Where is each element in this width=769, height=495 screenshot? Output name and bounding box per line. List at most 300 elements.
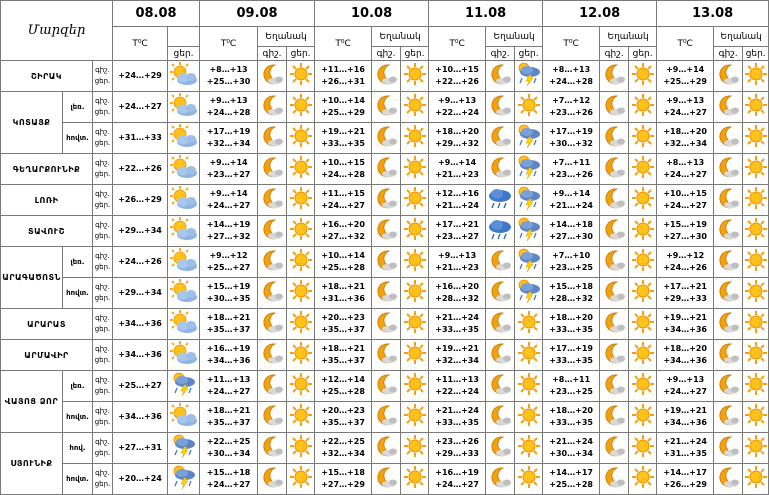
- sun-icon: [743, 93, 768, 121]
- temperature-cell: [113, 309, 168, 340]
- region-row: [1, 340, 769, 371]
- day-temp: +23…+26: [549, 170, 593, 179]
- moon-icon: [600, 310, 628, 338]
- weather-icon-cell: [743, 340, 769, 371]
- period-labels: [93, 371, 113, 402]
- temperature-cell: [315, 464, 372, 495]
- weather-icon-cell: [629, 464, 657, 495]
- sun-icon: [401, 124, 428, 152]
- moon-icon: [258, 372, 286, 400]
- weather-icon-cell: [743, 123, 769, 154]
- moon-icon: [714, 93, 742, 121]
- sun-cloud-icon: [168, 123, 199, 153]
- weather-icon-cell: [743, 92, 769, 123]
- temperature-cell: [113, 278, 168, 309]
- region-row: [1, 185, 769, 216]
- weather-icon-cell: [714, 185, 743, 216]
- day-temp: +34…+36: [663, 325, 707, 334]
- weather-icon-cell: [714, 154, 743, 185]
- subregion-label: լեռ.: [63, 92, 93, 123]
- weather-icon-cell: [486, 340, 515, 371]
- date-header: 13.08: [657, 1, 769, 27]
- sun-icon: [515, 310, 542, 338]
- day-temp: +24…+27: [663, 170, 707, 179]
- weather-icon-cell: [714, 123, 743, 154]
- sun-icon: [629, 248, 656, 276]
- temperature-cell: [200, 185, 258, 216]
- night-temp: +9…+14: [209, 189, 248, 198]
- weather-header: Եղանակ: [486, 27, 543, 47]
- sun-icon: [287, 403, 314, 431]
- day-temp: +25…+28: [321, 387, 365, 396]
- night-temp: +18…+20: [549, 313, 593, 322]
- sun-icon: [515, 93, 542, 121]
- day-label: ցեր.: [94, 325, 111, 333]
- temperature-cell: [429, 61, 486, 92]
- day-temp: +24…+27: [321, 201, 365, 210]
- night-temp: +15…+18: [549, 282, 593, 291]
- period-labels: [93, 340, 113, 371]
- moon-icon: [486, 248, 514, 276]
- weather-icon-cell: [372, 185, 401, 216]
- weather-icon-cell: [287, 154, 315, 185]
- night-label: գիշ.: [95, 159, 110, 167]
- weather-icon-cell: [372, 464, 401, 495]
- day-temp: +28…+32: [435, 294, 479, 303]
- weather-icon-cell: [743, 464, 769, 495]
- moon-icon: [600, 62, 628, 90]
- date-header: 08.08: [113, 1, 200, 27]
- weather-icon-cell: [372, 216, 401, 247]
- region-row: [1, 92, 769, 123]
- weather-icon-cell: [287, 92, 315, 123]
- night-label: գիշ.: [95, 407, 110, 415]
- weather-icon-cell: [372, 278, 401, 309]
- sun-icon: [515, 465, 542, 493]
- moon-icon: [600, 155, 628, 183]
- weather-icon-cell: [486, 154, 515, 185]
- moon-icon: [372, 434, 400, 462]
- day-label: ցեր.: [94, 356, 111, 364]
- sun-icon: [287, 124, 314, 152]
- temperature-cell: [315, 61, 372, 92]
- sun-icon: [401, 434, 428, 462]
- temperature-cell: [200, 247, 258, 278]
- day-temp: +34…+36: [663, 418, 707, 427]
- temperature-cell: [200, 371, 258, 402]
- weather-icon-cell: [258, 92, 287, 123]
- sun-icon: [629, 124, 656, 152]
- sun-icon: [287, 341, 314, 369]
- day-temp: +24…+26: [663, 263, 707, 272]
- weather-icon-cell: [515, 92, 543, 123]
- storm-icon: [515, 123, 542, 153]
- temperature-cell: [200, 154, 258, 185]
- day-temp: +25…+28: [321, 263, 365, 272]
- weather-header: Եղանակ: [258, 27, 315, 47]
- temperature-cell: [543, 247, 600, 278]
- moon-icon: [714, 248, 742, 276]
- period-labels: [93, 278, 113, 309]
- region-row: [1, 278, 769, 309]
- night-temp: +9…+14: [666, 65, 705, 74]
- weather-icon-cell: [168, 371, 200, 402]
- night-temp: +16…+20: [321, 220, 365, 229]
- sun-icon: [743, 279, 768, 307]
- day-temp: +33…+35: [549, 325, 593, 334]
- night-header: գիշ.: [714, 47, 743, 61]
- moon-icon: [372, 465, 400, 493]
- night-temp: +17…+19: [549, 344, 593, 353]
- weather-icon-cell: [372, 247, 401, 278]
- weather-icon-cell: [401, 92, 429, 123]
- sun-icon: [401, 62, 428, 90]
- day-temp: +35…+37: [206, 418, 251, 427]
- sun-cloud-icon: [168, 278, 199, 308]
- night-temp: +9…+13: [209, 96, 248, 105]
- day-label: ցեր.: [94, 263, 111, 271]
- weather-icon-cell: [515, 154, 543, 185]
- night-temp: +17…+19: [206, 127, 251, 136]
- header-labels-row: [1, 27, 769, 47]
- weather-icon-cell: [486, 371, 515, 402]
- temperature-cell: [657, 123, 714, 154]
- regions-header: Մարզեր: [1, 1, 113, 61]
- weather-icon-cell: [168, 402, 200, 433]
- weather-icon-cell: [515, 247, 543, 278]
- region-name: ԱՐԱԳԱԾՈՏՆ: [1, 247, 63, 309]
- day-temp: +32…+34: [206, 139, 251, 148]
- temperature-cell: [113, 154, 168, 185]
- weather-icon-cell: [515, 464, 543, 495]
- moon-icon: [600, 341, 628, 369]
- night-temp: +18…+21: [321, 282, 365, 291]
- day-temp: +20…+24: [118, 474, 162, 483]
- period-labels: [93, 123, 113, 154]
- weather-icon-cell: [743, 371, 769, 402]
- sun-cloud-icon: [168, 402, 199, 432]
- temperature-cell: [315, 402, 372, 433]
- weather-icon-cell: [401, 61, 429, 92]
- moon-icon: [372, 62, 400, 90]
- day-temp: +32…+34: [321, 449, 365, 458]
- moon-icon: [258, 186, 286, 214]
- temperature-cell: [657, 92, 714, 123]
- day-temp: +21…+23: [435, 263, 479, 272]
- storm-icon: [515, 61, 542, 91]
- day-temp: +23…+27: [206, 170, 251, 179]
- moon-icon: [600, 279, 628, 307]
- day-temp: +33…+35: [435, 418, 479, 427]
- temperature-cell: [543, 309, 600, 340]
- weather-icon-cell: [258, 371, 287, 402]
- day-temp: +33…+35: [549, 356, 593, 365]
- night-temp: +23…+26: [435, 437, 479, 446]
- sun-icon: [629, 186, 656, 214]
- sun-icon: [743, 124, 768, 152]
- day-temp: +22…+24: [435, 108, 479, 117]
- subregion-label: հովտ.: [63, 278, 93, 309]
- weather-icon-cell: [287, 123, 315, 154]
- temperature-cell: [315, 371, 372, 402]
- weather-icon-cell: [714, 278, 743, 309]
- day-temp: +25…+30: [206, 77, 251, 86]
- day-temp: +27…+32: [321, 232, 365, 241]
- weather-icon-cell: [629, 154, 657, 185]
- night-temp: +10…+14: [321, 96, 365, 105]
- period-labels: [93, 464, 113, 495]
- moon-icon: [372, 93, 400, 121]
- moon-icon: [372, 124, 400, 152]
- day-temp: +25…+27: [206, 263, 251, 272]
- weather-icon-cell: [401, 216, 429, 247]
- weather-icon-cell: [168, 464, 200, 495]
- temperature-cell: [315, 433, 372, 464]
- night-temp: +18…+20: [663, 127, 707, 136]
- day-temp: +24…+28: [549, 77, 593, 86]
- sun-icon: [743, 248, 768, 276]
- region-row: [1, 154, 769, 185]
- day-header: ցեր.: [401, 47, 429, 61]
- night-temp: +17…+21: [435, 220, 479, 229]
- weather-icon-cell: [629, 61, 657, 92]
- night-temp: +9…+14: [209, 158, 248, 167]
- sun-icon: [401, 217, 428, 245]
- weather-icon-cell: [258, 216, 287, 247]
- day-temp: +21…+24: [549, 201, 593, 210]
- weather-icon-cell: [629, 371, 657, 402]
- sun-icon: [401, 279, 428, 307]
- weather-icon-cell: [515, 185, 543, 216]
- sun-icon: [287, 248, 314, 276]
- moon-icon: [372, 248, 400, 276]
- sun-icon: [401, 186, 428, 214]
- day-temp: +24…+29: [118, 71, 162, 80]
- weather-icon-cell: [401, 309, 429, 340]
- weather-icon-cell: [401, 185, 429, 216]
- weather-icon-cell: [714, 340, 743, 371]
- weather-icon-cell: [486, 433, 515, 464]
- temperature-cell: [113, 216, 168, 247]
- day-label: ցեր.: [94, 108, 111, 116]
- night-temp: +19…+21: [663, 313, 707, 322]
- weather-icon-cell: [629, 309, 657, 340]
- weather-icon-cell: [287, 340, 315, 371]
- moon-icon: [258, 217, 286, 245]
- sun-icon: [743, 186, 768, 214]
- night-temp: +20…+23: [321, 406, 365, 415]
- weather-icon-cell: [401, 154, 429, 185]
- sun-icon: [629, 62, 656, 90]
- weather-icon-cell: [401, 278, 429, 309]
- day-header: ցեր.: [168, 47, 200, 61]
- temperature-cell: [200, 433, 258, 464]
- region-row: [1, 371, 769, 402]
- temp-header: T⁰C: [200, 27, 258, 61]
- day-label: ցեր.: [94, 480, 111, 488]
- sun-icon: [629, 434, 656, 462]
- night-temp: +8…+13: [209, 65, 248, 74]
- temperature-cell: [315, 340, 372, 371]
- moon-icon: [714, 465, 742, 493]
- weather-icon-cell: [168, 216, 200, 247]
- region-name: ՎԱՅՈՑ ՁՈՐ: [1, 371, 63, 433]
- region-row: [1, 247, 769, 278]
- temperature-cell: [429, 309, 486, 340]
- day-temp: +24…+26: [118, 257, 162, 266]
- cloud-icon: [486, 217, 514, 245]
- weather-icon-cell: [486, 309, 515, 340]
- sun-cloud-icon: [168, 309, 199, 339]
- sun-icon: [287, 217, 314, 245]
- day-label: ցեր.: [94, 232, 111, 240]
- weather-icon-cell: [714, 433, 743, 464]
- temperature-cell: [429, 402, 486, 433]
- night-temp: +15…+18: [206, 468, 251, 477]
- weather-header: [168, 27, 200, 47]
- storm-icon: [515, 247, 542, 277]
- night-temp: +9…+13: [438, 96, 477, 105]
- moon-icon: [486, 279, 514, 307]
- temperature-cell: [543, 123, 600, 154]
- day-temp: +30…+34: [206, 449, 251, 458]
- moon-icon: [258, 155, 286, 183]
- weather-icon-cell: [743, 433, 769, 464]
- region-name: ԳԵՂԱՐՔՈՒՆԻՔ: [1, 154, 93, 185]
- weather-icon-cell: [714, 247, 743, 278]
- temperature-cell: [200, 61, 258, 92]
- sun-icon: [629, 310, 656, 338]
- weather-header: Եղանակ: [372, 27, 429, 47]
- day-temp: +24…+27: [118, 102, 162, 111]
- night-label: գիշ.: [95, 314, 110, 322]
- weather-icon-cell: [168, 247, 200, 278]
- night-temp: +10…+14: [321, 251, 365, 260]
- sun-icon: [743, 403, 768, 431]
- sun-icon: [743, 310, 768, 338]
- weather-icon-cell: [743, 278, 769, 309]
- weather-icon-cell: [372, 123, 401, 154]
- moon-icon: [486, 93, 514, 121]
- weather-icon-cell: [486, 61, 515, 92]
- moon-icon: [258, 248, 286, 276]
- night-temp: +15…+19: [206, 282, 251, 291]
- weather-icon-cell: [629, 92, 657, 123]
- day-temp: +22…+26: [435, 77, 479, 86]
- temperature-cell: [113, 464, 168, 495]
- moon-icon: [258, 310, 286, 338]
- day-temp: +27…+30: [549, 232, 593, 241]
- weather-icon-cell: [714, 402, 743, 433]
- sun-icon: [515, 434, 542, 462]
- night-temp: +21…+24: [435, 406, 479, 415]
- weather-icon-cell: [515, 371, 543, 402]
- weather-icon-cell: [258, 247, 287, 278]
- moon-icon: [486, 310, 514, 338]
- sun-cloud-icon: [168, 216, 199, 246]
- weather-icon-cell: [629, 278, 657, 309]
- day-temp: +21…+23: [435, 170, 479, 179]
- day-temp: +22…+24: [435, 387, 479, 396]
- moon-icon: [600, 248, 628, 276]
- day-temp: +33…+35: [549, 418, 593, 427]
- sun-icon: [743, 465, 768, 493]
- weather-icon-cell: [515, 123, 543, 154]
- moon-icon: [600, 403, 628, 431]
- sun-cloud-icon: [168, 340, 199, 370]
- temperature-cell: [543, 371, 600, 402]
- weather-icon-cell: [486, 247, 515, 278]
- weather-icon-cell: [486, 216, 515, 247]
- temperature-cell: [429, 340, 486, 371]
- weather-icon-cell: [168, 433, 200, 464]
- subregion-label: լեռ.: [63, 247, 93, 278]
- temperature-cell: [543, 340, 600, 371]
- temperature-cell: [543, 61, 600, 92]
- day-temp: +26…+29: [118, 195, 162, 204]
- region-name: ՇԻՐԱԿ: [1, 61, 93, 92]
- moon-icon: [600, 186, 628, 214]
- weather-icon-cell: [629, 123, 657, 154]
- weather-icon-cell: [287, 247, 315, 278]
- moon-icon: [714, 403, 742, 431]
- weather-icon-cell: [515, 340, 543, 371]
- weather-header: Եղանակ: [600, 27, 657, 47]
- temperature-cell: [429, 185, 486, 216]
- night-temp: +18…+20: [435, 127, 479, 136]
- moon-icon: [258, 93, 286, 121]
- day-temp: +34…+36: [663, 356, 707, 365]
- moon-icon: [600, 217, 628, 245]
- temperature-cell: [429, 433, 486, 464]
- day-temp: +27…+31: [118, 443, 162, 452]
- temperature-cell: [429, 92, 486, 123]
- weather-icon-cell: [600, 433, 629, 464]
- day-temp: +28…+32: [549, 294, 593, 303]
- sun-icon: [401, 465, 428, 493]
- night-temp: +9…+14: [552, 189, 591, 198]
- night-temp: +14…+17: [549, 468, 593, 477]
- night-temp: +20…+23: [321, 313, 365, 322]
- weather-icon-cell: [629, 247, 657, 278]
- weather-icon-cell: [287, 61, 315, 92]
- weather-icon-cell: [486, 464, 515, 495]
- temperature-cell: [657, 433, 714, 464]
- temperature-cell: [315, 247, 372, 278]
- sun-icon: [515, 403, 542, 431]
- weather-icon-cell: [714, 216, 743, 247]
- storm-icon: [168, 433, 199, 463]
- weather-icon-cell: [600, 402, 629, 433]
- moon-icon: [372, 186, 400, 214]
- subregion-label: լեռ.: [63, 371, 93, 402]
- weather-icon-cell: [600, 247, 629, 278]
- temperature-cell: [429, 371, 486, 402]
- day-label: ցեր.: [94, 294, 111, 302]
- region-name: ՏԱՎՈՒՇ: [1, 216, 93, 247]
- weather-icon-cell: [258, 433, 287, 464]
- subregion-label: հովտ.: [63, 464, 93, 495]
- weather-icon-cell: [287, 216, 315, 247]
- weather-icon-cell: [743, 216, 769, 247]
- night-temp: +14…+17: [663, 468, 707, 477]
- day-temp: +34…+36: [118, 412, 162, 421]
- night-temp: +7…+11: [552, 158, 591, 167]
- temperature-cell: [657, 371, 714, 402]
- weather-icon-cell: [600, 123, 629, 154]
- day-temp: +24…+27: [206, 201, 251, 210]
- day-label: ցեր.: [94, 77, 111, 85]
